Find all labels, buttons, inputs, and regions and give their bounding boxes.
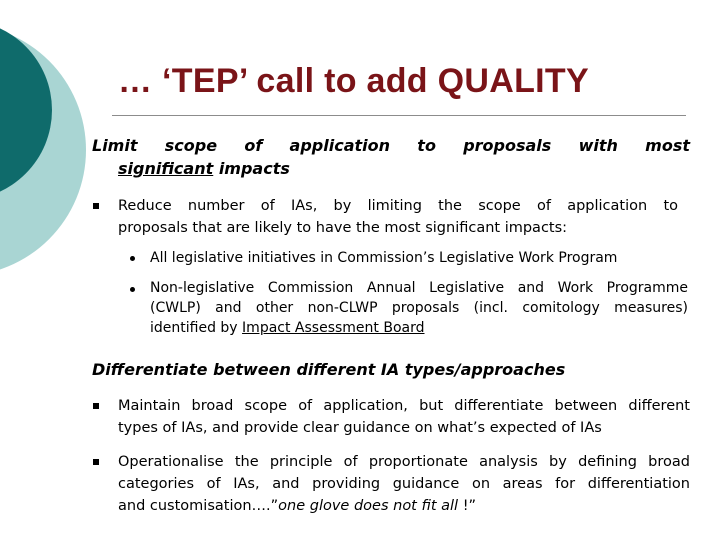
bullet-line: Maintain broad scope of application, but differentiate between different	[118, 398, 690, 414]
round-bullet-icon	[130, 287, 135, 292]
round-bullet-icon	[130, 256, 135, 261]
title-divider	[112, 115, 686, 116]
subbullet-non-legislative	[150, 278, 688, 338]
light-teal-circle	[0, 24, 86, 276]
bullet-line: types of IAs, and provide clear guidance on what’s expected of IAs	[118, 420, 602, 436]
heading-limit-scope-line2	[118, 157, 290, 180]
square-bullet-icon	[93, 403, 99, 409]
slide-title: … ‘TEP’ call to add QUALITY	[118, 62, 589, 100]
subbullet-line	[150, 320, 425, 336]
bullet-operationalise	[118, 451, 690, 517]
square-bullet-icon	[93, 203, 99, 209]
subbullet-prefix: identified by	[150, 320, 243, 336]
bullet-line: proposals that are likely to have the most significant impacts:	[118, 220, 568, 236]
bullet-line: Reduce number of IAs, by limiting the scope of application to	[118, 198, 678, 214]
bullet-line: Operationalise the principle of proportionate analysis by defining broad	[118, 454, 690, 470]
square-bullet-icon	[93, 459, 99, 465]
quote-italic: one glove does not fit all	[278, 498, 459, 514]
impact-assessment-board-link: Impact Assessment Board	[242, 320, 425, 336]
subbullet-line: (CWLP) and other non-CLWP proposals (incl. comitology measures)	[150, 300, 688, 316]
bullet-suffix: !”	[458, 498, 477, 514]
heading-differentiate: Differentiate between different IA types/approaches	[92, 360, 566, 379]
bullet-line: categories of IAs, and providing guidance on areas for differentiation	[118, 476, 690, 492]
bullet-maintain-scope	[118, 395, 690, 439]
heading-rest: impacts	[213, 159, 290, 178]
subbullet-line: Non-legislative Commission Annual Legislative and Work Programme	[150, 280, 688, 296]
bullet-line	[118, 498, 476, 514]
underlined-word: significant	[118, 159, 214, 178]
bullet-prefix: and customisation….”	[118, 498, 279, 514]
dark-teal-circle	[0, 20, 52, 200]
bullet-reduce-ias	[118, 195, 678, 239]
subbullet-legislative: All legislative initiatives in Commission’s Legislative Work Program	[150, 250, 618, 266]
heading-limit-scope: Limit scope of application to proposals with most	[92, 136, 690, 155]
